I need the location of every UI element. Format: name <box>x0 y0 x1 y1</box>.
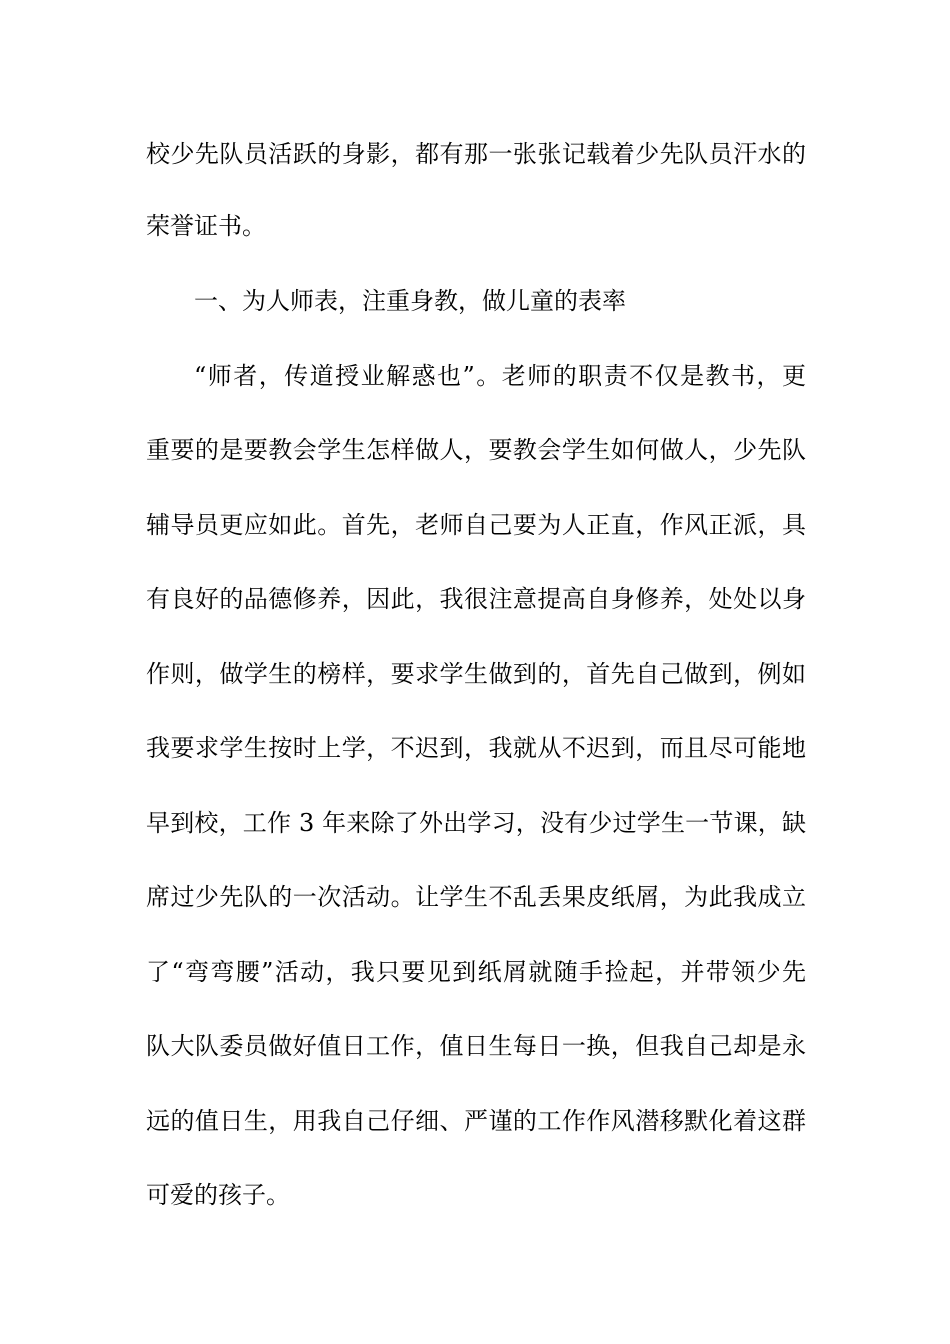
paragraph-line-9: 早到校，工作 3 年来除了外出学习，没有少过学生一节课，缺 <box>146 809 806 837</box>
paragraph-line-6: 有良好的品德修养，因此，我很注意提高自身修养，处处以身 <box>146 585 806 613</box>
paragraph-line-12: 队大队委员做好值日工作，值日生每日一换，但我自己却是永 <box>146 1032 806 1060</box>
paragraph-line-5: 辅导员更应如此。首先，老师自己要为人正直，作风正派，具 <box>146 511 806 539</box>
paragraph-line-3: “师者，传道授业解惑也”。老师的职责不仅是教书，更 <box>194 362 806 390</box>
paragraph-line-10: 席过少先队的一次活动。让学生不乱丢果皮纸屑，为此我成立 <box>146 883 806 911</box>
paragraph-line-1: 校少先队员活跃的身影，都有那一张张记载着少先队员汗水的 <box>146 140 806 168</box>
paragraph-line-11: 了“弯弯腰”活动，我只要见到纸屑就随手捡起，并带领少先 <box>146 958 806 986</box>
paragraph-line-7: 作则，做学生的榜样，要求学生做到的，首先自己做到，例如 <box>146 660 806 688</box>
paragraph-line-13: 远的值日生，用我自己仔细、严谨的工作作风潜移默化着这群 <box>146 1107 806 1135</box>
paragraph-line-2: 荣誉证书。 <box>146 212 266 240</box>
section-heading: 一、为人师表，注重身教，做儿童的表率 <box>194 287 626 315</box>
paragraph-line-14: 可爱的孩子。 <box>146 1181 290 1209</box>
paragraph-line-4: 重要的是要教会学生怎样做人，要教会学生如何做人，少先队 <box>146 436 806 464</box>
paragraph-line-8: 我要求学生按时上学，不迟到，我就从不迟到，而且尽可能地 <box>146 734 806 762</box>
